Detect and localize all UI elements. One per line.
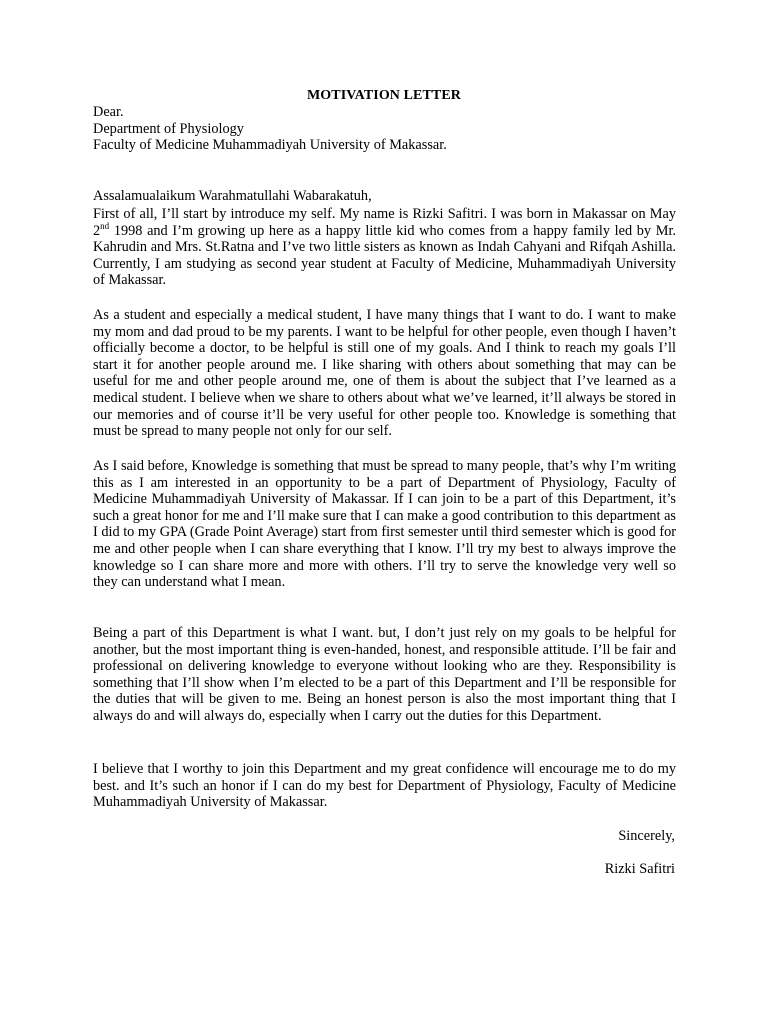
- paragraph-text: As a student and especially a medical student, I have many things that I want to do. I want to make my mom and dad proud to be my parents. I want to be helpful for other people, even though I haven’t officially become a doctor, to be helpful is still one of my goals. And I think to reach my goals I’ll start it for another people around me. I like sharing with others about something that may can be useful for me and other people around me, one of them is about the subject that I’ve learned as a medical student. I believe when we share to others about what we’ve learned, it’ll always be stored in our memories and of course it’ll be very useful for other people too. Knowledge is something that must be spread to many people not only for our self.: [93, 307, 676, 440]
- recipient-line: Department of Physiology: [93, 120, 244, 137]
- ordinal-superscript: nd: [100, 220, 110, 231]
- paragraph-text: [93, 206, 676, 289]
- paragraph-text-part: First of all, I’ll start by introduce my self. My name is Rizki Safitri. I was born in Makassar on May 2: [93, 206, 676, 239]
- paragraph-text: Being a part of this Department is what I want. but, I don’t just rely on my goals to be helpful for another, but the most important thing is even-handed, honest, and responsible attitude. I’ll be fair and professional on delivering knowledge to everyone without looking who are they. Responsibility is something that I’ll show when I’m elected to be a part of this Department and I’ll be responsible for the duties that will be given to me. Being an honest person is also the most important thing that I always do and will always do, especially when I carry out the duties for this Department.: [93, 625, 676, 724]
- paragraph-conclusion: [93, 761, 676, 811]
- signer-name: Rizki Safitri: [604, 861, 675, 877]
- paragraph-attitude: [93, 625, 676, 725]
- recipient-line: Faculty of Medicine Muhammadiyah University of Makassar.: [93, 137, 447, 154]
- paragraph-text-part: 1998 and I’m growing up here as a happy little kid who comes from a happy family led by Mr. Kahrudin and Mrs. St.Ratna and I’ve two little sisters as known as Indah Cahyani and Rifqah Ashilla. Currently, I am studying as second year student at Faculty of Medicine, Muhammadiyah University of Makassar.: [93, 222, 676, 289]
- paragraph-goals: [93, 307, 676, 440]
- closing-line: Sincerely,: [618, 828, 675, 844]
- recipient-line: Dear.: [93, 104, 124, 120]
- paragraph-introduction: [93, 206, 676, 289]
- salutation: Assalamualaikum Warahmatullahi Wabarakatuh,: [93, 188, 372, 204]
- paragraph-text: As I said before, Knowledge is something that must be spread to many people, that’s why I’m writing this as I am interested in an opportunity to be a part of Department of Physiology, Faculty of Medicine Muhammadiyah University of Makassar. If I can join to be a part of this Department, it’s such a great honor for me and I’ll make sure that I can make a good contribution to this department as I did to my GPA (Grade Point Average) start from first semester until third semester which is good for me and other people when I can share everything that I know. I’ll try my best to always improve the knowledge so I can share more and more with others. I’ll try to serve the knowledge very well so they can understand what I mean.: [93, 458, 676, 591]
- paragraph-interest: [93, 458, 676, 591]
- recipient-block: [93, 104, 693, 154]
- letter-title: MOTIVATION LETTER: [306, 88, 462, 103]
- paragraph-text: I believe that I worthy to join this Department and my great confidence will encourage me to do my best. and It’s such an honor if I can do my best for Department of Physiology, Faculty of Medicine Muhammadiyah University of Makassar.: [93, 761, 676, 811]
